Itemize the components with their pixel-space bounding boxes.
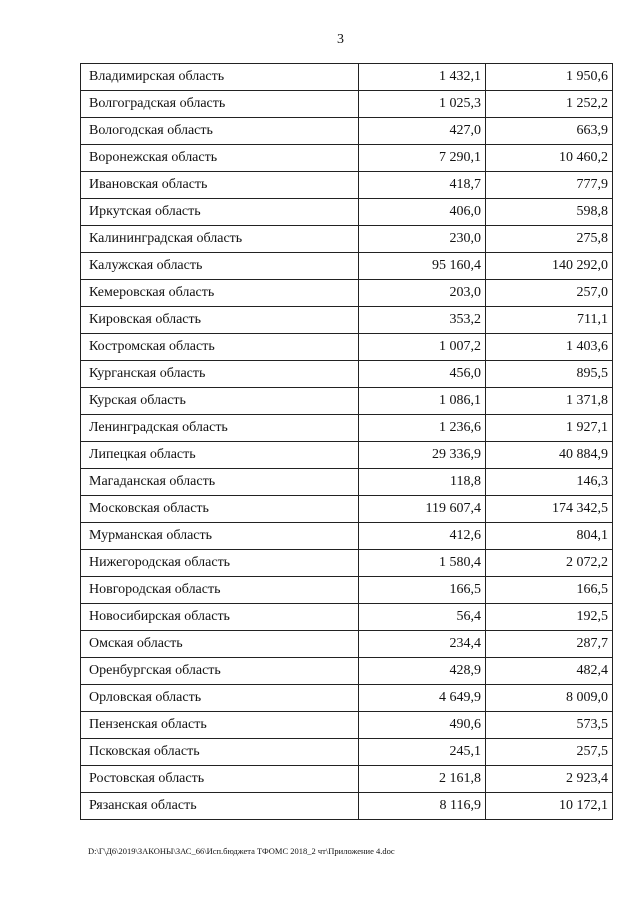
value-column-2-cell: 598,8 xyxy=(486,199,613,226)
table-row xyxy=(81,523,613,550)
value-column-2-cell: 777,9 xyxy=(486,172,613,199)
region-name-cell: Псковская область xyxy=(81,739,359,766)
value-column-1-cell: 8 116,9 xyxy=(359,793,486,820)
value-column-1-cell: 2 161,8 xyxy=(359,766,486,793)
value-column-2-cell: 192,5 xyxy=(486,604,613,631)
value-column-2-cell: 1 371,8 xyxy=(486,388,613,415)
table-row xyxy=(81,118,613,145)
value-column-2-cell: 40 884,9 xyxy=(486,442,613,469)
table-row xyxy=(81,226,613,253)
value-column-1-cell: 119 607,4 xyxy=(359,496,486,523)
value-column-2-cell: 146,3 xyxy=(486,469,613,496)
table-row xyxy=(81,496,613,523)
table-row xyxy=(81,199,613,226)
value-column-2-cell: 1 950,6 xyxy=(486,64,613,91)
value-column-2-cell: 10 460,2 xyxy=(486,145,613,172)
region-name-cell: Магаданская область xyxy=(81,469,359,496)
value-column-1-cell: 418,7 xyxy=(359,172,486,199)
table-row xyxy=(81,793,613,820)
table-row xyxy=(81,415,613,442)
table-row xyxy=(81,280,613,307)
value-column-1-cell: 234,4 xyxy=(359,631,486,658)
page-number: 3 xyxy=(337,32,344,47)
value-column-2-cell: 257,0 xyxy=(486,280,613,307)
value-column-2-cell: 166,5 xyxy=(486,577,613,604)
table-row xyxy=(81,469,613,496)
value-column-2-cell: 287,7 xyxy=(486,631,613,658)
value-column-1-cell: 412,6 xyxy=(359,523,486,550)
table-row xyxy=(81,145,613,172)
table-row xyxy=(81,442,613,469)
value-column-2-cell: 573,5 xyxy=(486,712,613,739)
table-row xyxy=(81,739,613,766)
table-body xyxy=(81,64,613,820)
region-name-cell: Рязанская область xyxy=(81,793,359,820)
table-row xyxy=(81,253,613,280)
region-table xyxy=(80,63,613,820)
region-name-cell: Курганская область xyxy=(81,361,359,388)
value-column-1-cell: 203,0 xyxy=(359,280,486,307)
region-name-cell: Липецкая область xyxy=(81,442,359,469)
value-column-1-cell: 353,2 xyxy=(359,307,486,334)
value-column-1-cell: 230,0 xyxy=(359,226,486,253)
value-column-2-cell: 1 252,2 xyxy=(486,91,613,118)
value-column-2-cell: 8 009,0 xyxy=(486,685,613,712)
region-name-cell: Волгоградская область xyxy=(81,91,359,118)
table-row xyxy=(81,91,613,118)
table-row xyxy=(81,172,613,199)
value-column-2-cell: 482,4 xyxy=(486,658,613,685)
table-row xyxy=(81,712,613,739)
region-name-cell: Кировская область xyxy=(81,307,359,334)
table-row xyxy=(81,388,613,415)
region-name-cell: Калининградская область xyxy=(81,226,359,253)
value-column-2-cell: 804,1 xyxy=(486,523,613,550)
value-column-1-cell: 428,9 xyxy=(359,658,486,685)
region-name-cell: Ленинградская область xyxy=(81,415,359,442)
table-row xyxy=(81,577,613,604)
footer-file-path: D:\Г\Д6\2019\ЗАКОНЫ\ЗАС_66\Исп.бюджета ТФОМС 2018_2 чт\Приложение 4.doc xyxy=(88,846,395,856)
value-column-1-cell: 456,0 xyxy=(359,361,486,388)
value-column-1-cell: 1 025,3 xyxy=(359,91,486,118)
region-name-cell: Воронежская область xyxy=(81,145,359,172)
value-column-2-cell: 174 342,5 xyxy=(486,496,613,523)
region-name-cell: Ростовская область xyxy=(81,766,359,793)
region-name-cell: Костромская область xyxy=(81,334,359,361)
value-column-2-cell: 275,8 xyxy=(486,226,613,253)
table-row xyxy=(81,631,613,658)
region-name-cell: Кемеровская область xyxy=(81,280,359,307)
region-name-cell: Иркутская область xyxy=(81,199,359,226)
region-name-cell: Курская область xyxy=(81,388,359,415)
table-row xyxy=(81,307,613,334)
value-column-2-cell: 2 072,2 xyxy=(486,550,613,577)
value-column-2-cell: 895,5 xyxy=(486,361,613,388)
value-column-1-cell: 490,6 xyxy=(359,712,486,739)
value-column-1-cell: 95 160,4 xyxy=(359,253,486,280)
region-name-cell: Пензенская область xyxy=(81,712,359,739)
region-name-cell: Ивановская область xyxy=(81,172,359,199)
table-row xyxy=(81,685,613,712)
region-name-cell: Калужская область xyxy=(81,253,359,280)
value-column-1-cell: 4 649,9 xyxy=(359,685,486,712)
region-name-cell: Новгородская область xyxy=(81,577,359,604)
value-column-1-cell: 1 086,1 xyxy=(359,388,486,415)
value-column-1-cell: 1 432,1 xyxy=(359,64,486,91)
region-name-cell: Мурманская область xyxy=(81,523,359,550)
value-column-2-cell: 1 403,6 xyxy=(486,334,613,361)
region-name-cell: Омская область xyxy=(81,631,359,658)
region-name-cell: Московская область xyxy=(81,496,359,523)
value-column-1-cell: 56,4 xyxy=(359,604,486,631)
value-column-1-cell: 1 007,2 xyxy=(359,334,486,361)
value-column-1-cell: 245,1 xyxy=(359,739,486,766)
table-row xyxy=(81,604,613,631)
value-column-1-cell: 1 580,4 xyxy=(359,550,486,577)
table-row xyxy=(81,334,613,361)
value-column-1-cell: 7 290,1 xyxy=(359,145,486,172)
region-name-cell: Вологодская область xyxy=(81,118,359,145)
table-row xyxy=(81,766,613,793)
table-row xyxy=(81,658,613,685)
table-row xyxy=(81,361,613,388)
value-column-1-cell: 118,8 xyxy=(359,469,486,496)
region-name-cell: Нижегородская область xyxy=(81,550,359,577)
region-name-cell: Владимирская область xyxy=(81,64,359,91)
value-column-2-cell: 140 292,0 xyxy=(486,253,613,280)
value-column-1-cell: 427,0 xyxy=(359,118,486,145)
region-name-cell: Новосибирская область xyxy=(81,604,359,631)
value-column-1-cell: 166,5 xyxy=(359,577,486,604)
value-column-1-cell: 1 236,6 xyxy=(359,415,486,442)
value-column-2-cell: 1 927,1 xyxy=(486,415,613,442)
region-name-cell: Орловская область xyxy=(81,685,359,712)
value-column-2-cell: 2 923,4 xyxy=(486,766,613,793)
value-column-2-cell: 711,1 xyxy=(486,307,613,334)
value-column-2-cell: 257,5 xyxy=(486,739,613,766)
region-name-cell: Оренбургская область xyxy=(81,658,359,685)
value-column-1-cell: 406,0 xyxy=(359,199,486,226)
value-column-2-cell: 663,9 xyxy=(486,118,613,145)
value-column-1-cell: 29 336,9 xyxy=(359,442,486,469)
table-row xyxy=(81,64,613,91)
value-column-2-cell: 10 172,1 xyxy=(486,793,613,820)
table-row xyxy=(81,550,613,577)
